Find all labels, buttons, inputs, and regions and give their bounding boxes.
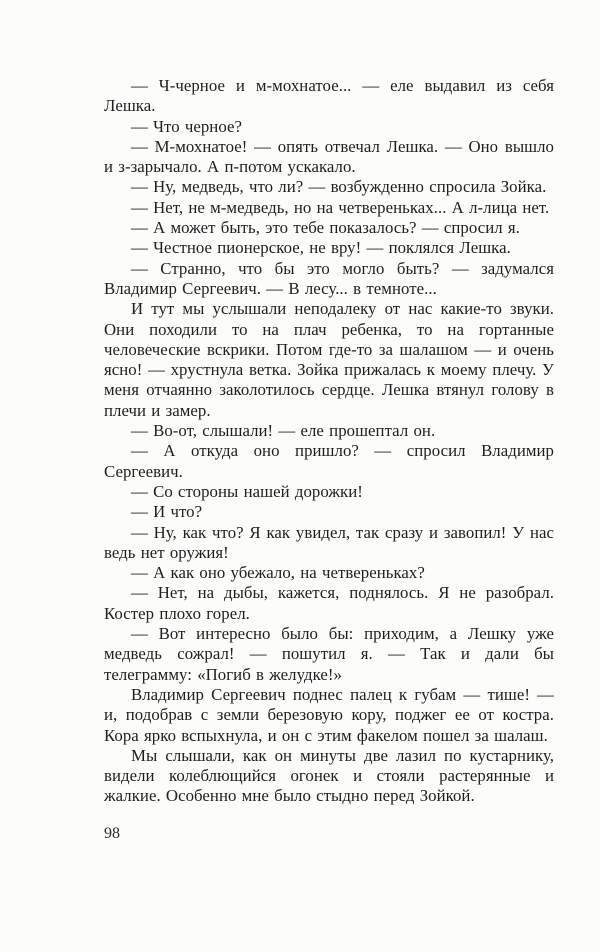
page-number: 98 <box>104 825 120 842</box>
paragraph: — Нет, не м-медведь, но на четвереньках... А л-лица нет. <box>131 197 550 217</box>
paragraph: — А как оно убежало, на четвереньках? <box>131 563 425 583</box>
paragraph: — Ч-черное и м-мохнатое... — еле выдавил из себя Лешка. <box>104 76 554 116</box>
paragraph: — А может быть, это тебе показалось? — спросил я. <box>131 218 520 238</box>
paragraph: — И что? <box>131 502 203 522</box>
paragraph: — Что черное? <box>131 116 242 136</box>
paragraph: — Нет, на дыбы, кажется, поднялось. Я не разобрал. Костер плохо горел. <box>104 583 554 623</box>
text-body <box>104 76 554 807</box>
paragraph: — Ну, как что? Я как увидел, так сразу и завопил! У нас ведь нет оружия! <box>104 522 554 562</box>
paragraph: — Со стороны нашей дорожки! <box>131 481 363 501</box>
paragraph: — Честное пионерское, не вру! — поклялся Лешка. <box>131 238 511 258</box>
paragraph: Владимир Сергеевич поднес палец к губам — тише! — и, подобрав с земли березовую кору, поджег ее от костра. Кора ярко вспыхнула, и он с этим факелом пошел за шалаш. <box>104 684 554 745</box>
paragraph: Мы слышали, как он минуты две лазил по кустарнику, видели колеблющийся огонек и стояли растерянные и жалкие. Особенно мне было стыдно перед Зойкой. <box>104 745 554 806</box>
paragraph: И тут мы услышали неподалеку от нас какие-то звуки. Они походили то на плач ребенка, то на гортанные человеческие вскрики. Потом где-то за шалашом — и очень ясно! — хрустнула ветка. Зойка прижалась к моему плечу. У меня отчаянно заколотилось сердце. Лешка втянул голову в плечи и замер. <box>104 299 554 420</box>
paragraph: — Странно, что бы это могло быть? — задумался Владимир Сергеевич. — В лесу... в темноте... <box>104 258 554 298</box>
paragraph: — А откуда оно пришло? — спросил Владимир Сергеевич. <box>104 441 554 481</box>
paragraph: — Вот интересно было бы: приходим, а Лешку уже медведь сожрал! — пошутил я. — Так и дали бы телеграмму: «Погиб в желудке!» <box>104 624 554 684</box>
paragraph: — Во-от, слышали! — еле прошептал он. <box>131 421 436 441</box>
paragraph: — Ну, медведь, что ли? — возбужденно спросила Зойка. <box>131 177 547 197</box>
paragraph: — М-мохнатое! — опять отвечал Лешка. — Оно вышло и з-зарычало. А п-потом ускакало. <box>104 136 554 177</box>
